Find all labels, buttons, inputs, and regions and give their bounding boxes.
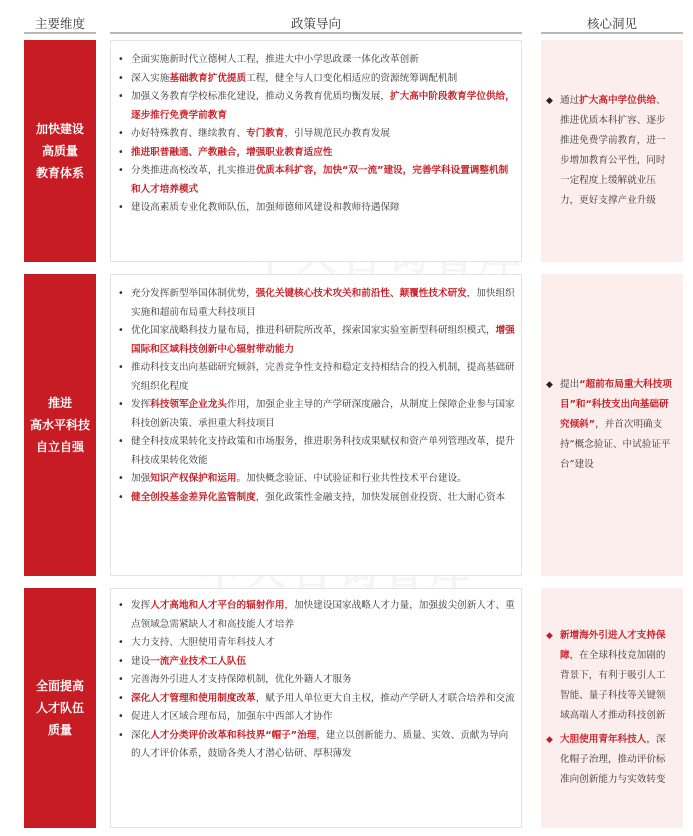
highlight-text: 扩大高中阶段教育学位供给，逐步推行免费学前教育 [131,91,515,121]
body-text: ，赋予用人单位更大自主权，推动产学研人才联合培养和交流 [255,692,515,704]
policy-item [115,433,517,470]
policy-item [115,690,517,709]
body-text: 优化国家战略科技力量布局，推进科研院所改革，探索国家实验室新型科研组织模式， [131,325,496,336]
insight-box [541,274,683,576]
body-text: 办好特殊教育、继续教育、 [131,128,247,139]
body-text: ，强化政策性金融支持，加快发展创业投资、壮大耐心资本 [255,491,506,503]
body-text: 发挥 [131,399,151,410]
diamond-bullet-icon: ◆ [546,631,553,641]
body-text: 完善海外引进人才支持保障机制，优化外籍人才服务 [131,674,352,685]
policy-item [115,144,517,163]
highlight-text: 知识产权保护和运用 [150,473,237,484]
body-text: 健全科技成果转化支持政策和市场服务，推进职务科技成果赋权和资产单列管理改革，提升科技成果转化效能 [131,436,515,466]
policy-item [115,359,517,396]
policy-item [115,708,517,727]
policy-box [110,40,522,262]
body-text: 促进人才区域合理布局，加强东中西部人才协作 [131,711,333,722]
header-dimension: 主要维度 [34,16,85,31]
policy-item [115,653,517,672]
policy-item [115,396,517,433]
body-text: 建设高素质专业化教师队伍，加强师德师风建设和教师待遇保障 [131,202,400,213]
dimension-label: 全面提高 人才队伍 质量 [24,588,96,828]
header-dimension-underline [24,32,96,34]
body-text: 大力支持、大胆使用青年科技人才 [131,637,275,648]
highlight-text: 健全创投基金差异化监管制度 [131,491,256,503]
policy-item [115,671,517,690]
insight-box [541,588,683,828]
policy-item [115,88,517,125]
header-policy: 政策导向 [290,16,341,31]
body-text: ，建立以创新能力、质量、实效、贡献为导向的人才评价体系，鼓励各类人才潜心钻研、厚积薄发 [131,729,509,759]
policy-item [115,727,517,764]
body-text: 。加快概念验证、中试验证和行业共性技术平台建设。 [236,473,467,484]
body-text: 加强 [131,473,151,484]
body-text: ，加快建设国家战略人才力量，加强拔尖创新人才、重点领域急需紧缺人才和高技能人才培养 [131,600,515,630]
body-text: 作用，加强企业主导的产学研深度融合，从制度上保障企业参与国家科技创新决策、承担重大科技项目 [131,399,515,429]
diamond-bullet-icon: ◆ [546,735,553,745]
highlight-text: 新增海外引进人才支持保障 [560,630,666,661]
dimension-label: 加快建设 高质量 教育体系 [24,40,96,262]
policy-list [115,285,517,507]
highlight-text: 大胆使用青年科技人 [560,734,647,745]
body-text: 建设 [131,655,151,667]
body-text: ，在全球科技竞加剧的背景下，有利于吸引人工智能、量子科技等关键领域高端人才推动科技创新 [560,650,666,721]
body-text: ，加快组织实施和超前布局重大科技项目 [131,288,515,318]
highlight-text: 推进职普融通、产教融合，增强职业教育适应性 [131,146,333,158]
insight-item [546,91,675,211]
body-text: 推动科技支出向基础研究倾斜，完善竞争性支持和稳定支持相结合的投入机制，提高基础研究组织化程度 [131,362,515,392]
body-text: 全面实施新时代立德树人工程，推进大中小学思政课一体化改革创新 [131,54,419,65]
policy-item [115,597,517,634]
body-text: ，并首次明确支持“概念验证、中试验证平台”建设 [560,419,671,470]
insight-box [541,40,683,262]
highlight-text: 强化关键核心技术攻关和前沿性、颠覆性技术研发 [255,288,467,299]
highlight-text: 科技领军企业龙头 [150,399,227,410]
highlight-text: 扩大高中学位供给 [579,95,656,106]
body-text: 深化 [131,729,151,741]
highlight-text: 人才分类评价改革和科技界“帽子”治理 [150,729,317,741]
header-insight: 核心洞见 [586,16,637,31]
highlight-text: “超前布局重大科技项目”和“科技支出向基础研究倾斜” [560,379,672,430]
diamond-bullet-icon: ◆ [546,96,553,106]
header-policy-underline [110,32,522,34]
policy-list [115,597,517,764]
policy-item [115,125,517,144]
policy-list [115,51,517,218]
policy-item [115,322,517,359]
body-text: 工程，健全与人口变化相适应的资源统筹调配机制 [246,72,458,84]
highlight-text: 深化人才管理和使用制度改革 [131,692,256,704]
policy-box [110,588,522,828]
policy-item [115,199,517,218]
highlight-text: 优质本科扩容，加快“双一流”建设，完善学科设置调整机制和人才培养模式 [131,165,509,195]
insight-item [546,730,675,790]
dimension-label: 推进 高水平科技 自立自强 [24,274,96,576]
highlight-text: 人才高地和人才平台的辐射作用 [150,600,285,611]
header-insight-underline [541,32,683,34]
highlight-text: 专门教育 [246,128,285,139]
body-text: 提出 [560,379,580,390]
body-text: 、推进优质本科扩容、逐步推进免费学前教育，进一步增加教育公平性，同时一定程度上缓解就业压力，更好支撑产业升级 [560,95,666,206]
highlight-text: 增强国际和区域科技创新中心辐射带动能力 [131,325,515,355]
policy-box [110,274,522,576]
insight-item [546,626,675,726]
policy-item [115,470,517,489]
body-text: 加强义务教育学校标准化建设，推动义务教育优质均衡发展， [131,91,391,102]
policy-item [115,51,517,70]
policy-item [115,162,517,199]
diamond-bullet-icon: ◆ [546,380,553,390]
policy-item [115,489,517,508]
highlight-text: 一流产业技术工人队伍 [150,655,247,667]
body-text: 分类推进高校改革，扎实推进 [131,165,256,176]
policy-item [115,70,517,89]
insight-item [546,375,675,475]
body-text: 深入实施 [131,72,170,84]
body-text: 通过 [560,95,580,106]
body-text: ，深化帽子治理，推动评价标准向创新能力与实效转变 [560,734,666,785]
body-text: 发挥 [131,600,151,611]
highlight-text: 基础教育扩优提质 [169,72,247,84]
body-text: 充分发挥新型举国体制优势， [131,288,256,299]
policy-item [115,285,517,322]
policy-item [115,634,517,653]
body-text: ，引导规范民办教育发展 [284,128,391,139]
